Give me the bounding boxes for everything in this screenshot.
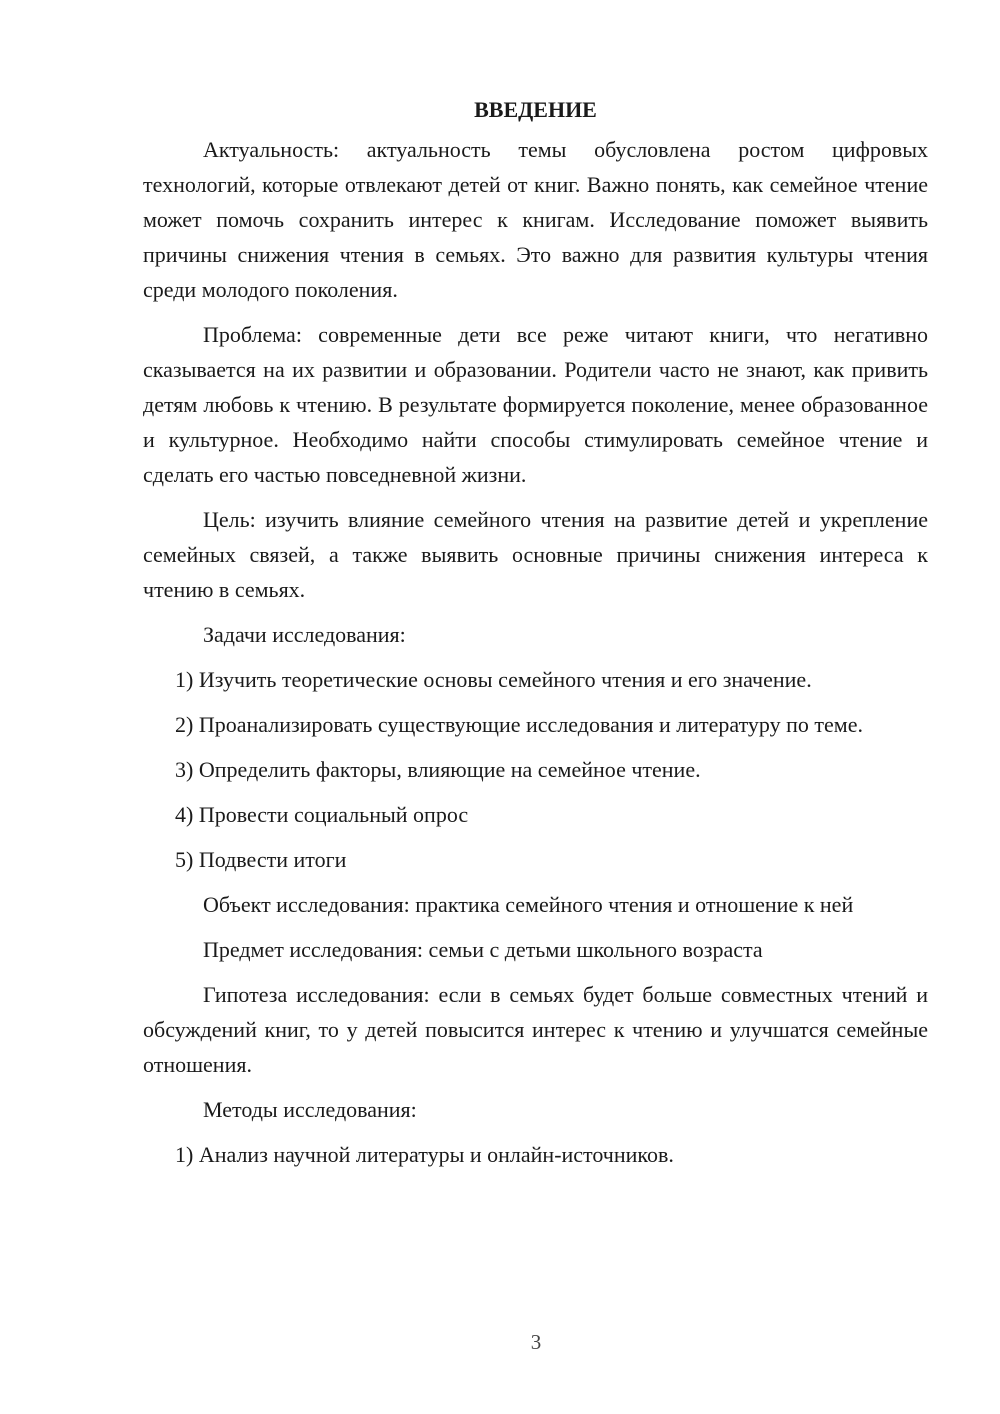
task-item-4: 4) Провести социальный опрос xyxy=(175,802,469,827)
task-item-2: 2) Проанализировать существующие исследования и литературу по теме. xyxy=(175,712,863,737)
hypothesis-paragraph: Гипотеза исследования: если в семьях будет больше совместных чтений и обсуждений книг, то у детей повысится интерес к чтению и улучшатся семейные отношения. xyxy=(143,982,928,1077)
task-item-3: 3) Определить факторы, влияющие на семейное чтение. xyxy=(175,757,701,782)
task-item-5: 5) Подвести итоги xyxy=(175,847,347,872)
problem-paragraph: Проблема: современные дети все реже читают книги, что негативно сказывается на их развитии и образовании. Родители часто не знают, как привить детям любовь к чтению. В результате формируется поколение, менее образованное и культурное. Необходимо найти способы стимулировать семейное чтение и сделать его частью повседневной жизни. xyxy=(143,322,928,487)
object-paragraph: Объект исследования: практика семейного чтения и отношение к ней xyxy=(203,892,854,917)
page-number: 3 xyxy=(530,1330,542,1354)
relevance-paragraph: Актуальность: актуальность темы обусловлена ростом цифровых технологий, которые отвлекают детей от книг. Важно понять, как семейное чтение может помочь сохранить интерес к книгам. Исследование поможет выявить причины снижения чтения в семьях. Это важно для развития культуры чтения среди молодого поколения. xyxy=(143,137,928,302)
tasks-heading: Задачи исследования: xyxy=(203,622,406,647)
document-page xyxy=(143,92,928,1182)
task-item-1: 1) Изучить теоретические основы семейного чтения и его значение. xyxy=(175,667,812,692)
goal-paragraph: Цель: изучить влияние семейного чтения на развитие детей и укрепление семейных связей, а также выявить основные причины снижения интереса к чтению в семьях. xyxy=(143,507,928,602)
methods-heading: Методы исследования: xyxy=(203,1097,417,1122)
page-title: ВВЕДЕНИЕ xyxy=(474,97,597,122)
method-item-1: 1) Анализ научной литературы и онлайн-источников. xyxy=(175,1142,674,1167)
subject-paragraph: Предмет исследования: семьи с детьми школьного возраста xyxy=(203,937,763,962)
